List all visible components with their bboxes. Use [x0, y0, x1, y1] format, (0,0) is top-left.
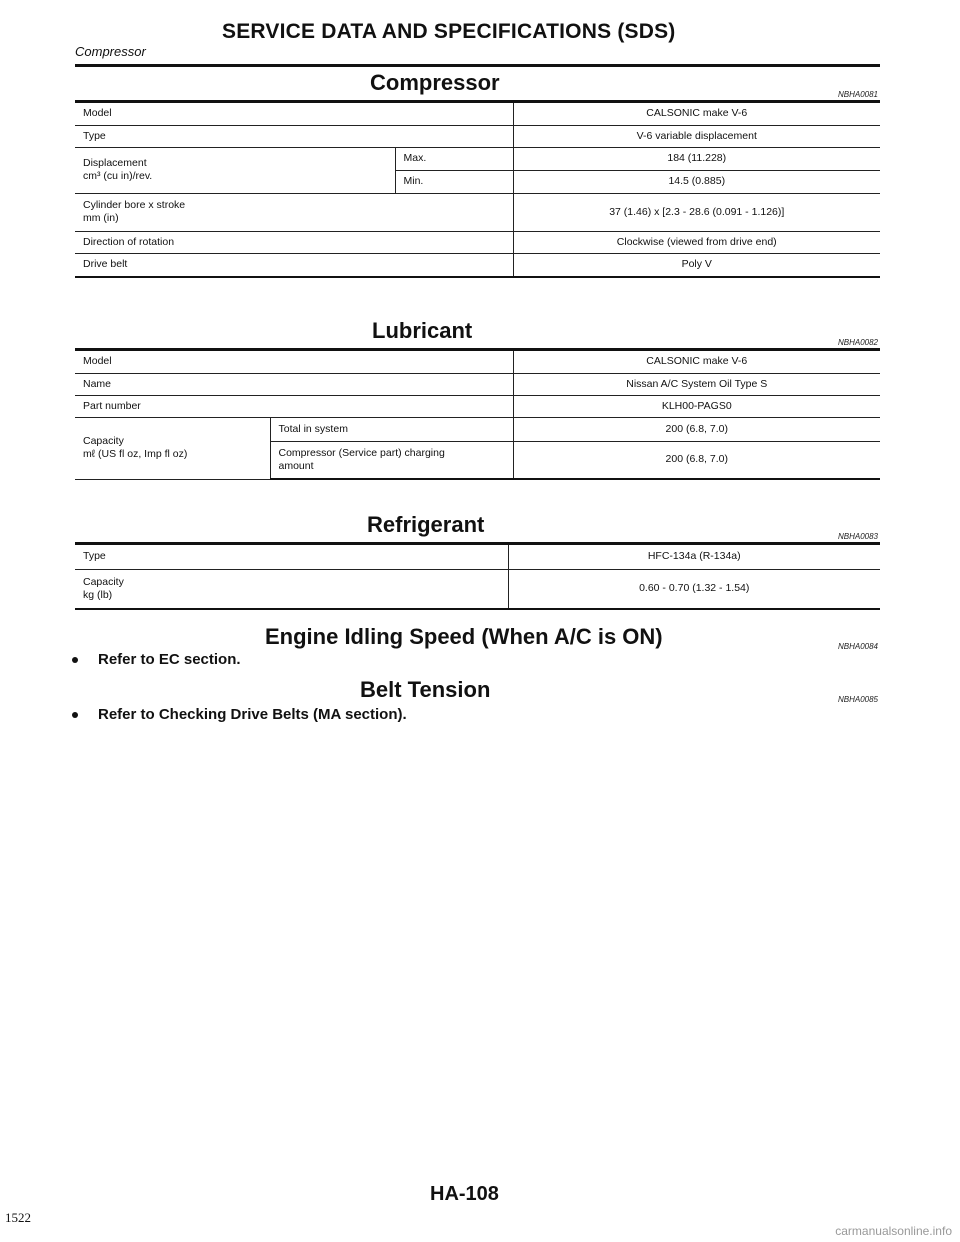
- row-value: CALSONIC make V-6: [513, 103, 880, 125]
- row-label: [75, 417, 270, 479]
- idling-bullet: [72, 651, 241, 668]
- row-label: Drive belt: [75, 253, 513, 277]
- sheet-number: 1522: [5, 1210, 31, 1225]
- row-label-line: Cylinder bore x stroke: [83, 199, 186, 211]
- row-label-line: Capacity: [83, 575, 124, 588]
- table-row: [75, 147, 880, 170]
- sub-label: Max.: [395, 147, 513, 170]
- row-label-unit: mm (in): [83, 212, 119, 224]
- row-label: Name: [75, 373, 513, 395]
- refrigerant-title: Refrigerant: [367, 512, 485, 537]
- lubricant-title: Lubricant: [372, 318, 473, 343]
- row-label: [75, 147, 395, 193]
- sub-label: Min.: [395, 170, 513, 193]
- table-row: [75, 373, 880, 395]
- row-label: Direction of rotation: [75, 231, 513, 253]
- table-row: [75, 545, 880, 569]
- page-number: HA-108: [430, 1183, 499, 1205]
- belt-tension-title: Belt Tension: [360, 677, 491, 702]
- table-row: [75, 193, 880, 231]
- table-row: [75, 351, 880, 373]
- lubricant-code: NBHA0082: [837, 338, 878, 347]
- bullet-text: Refer to EC section.: [98, 651, 241, 668]
- sub-label: [270, 441, 513, 479]
- row-label-unit: cm³ (cu in)/rev.: [83, 170, 153, 182]
- row-label: Model: [75, 351, 513, 373]
- table-row: [75, 395, 880, 417]
- row-value: 37 (1.46) x [2.3 - 28.6 (0.091 - 1.126)]: [513, 193, 880, 231]
- row-label-line: Displacement: [83, 157, 147, 169]
- row-value: 14.5 (0.885): [513, 170, 880, 193]
- refrigerant-code: NBHA0083: [837, 532, 878, 541]
- belt-tension-bullet: [72, 706, 407, 723]
- sub-label-line: amount: [278, 459, 314, 472]
- table-row: [75, 231, 880, 253]
- lubricant-table: [75, 351, 880, 480]
- watermark: carmanualsonline.info: [835, 1224, 952, 1238]
- row-value: 200 (6.8, 7.0): [513, 441, 880, 479]
- row-value: Clockwise (viewed from drive end): [513, 231, 880, 253]
- row-value: 0.60 - 0.70 (1.32 - 1.54): [508, 569, 880, 609]
- row-label: [75, 569, 508, 609]
- row-value: V-6 variable displacement: [513, 125, 880, 147]
- row-label: Type: [75, 545, 508, 569]
- row-value: 184 (11.228): [513, 147, 880, 170]
- belt-tension-code: NBHA0085: [837, 695, 878, 704]
- row-value: CALSONIC make V-6: [513, 351, 880, 373]
- compressor-code: NBHA0081: [837, 90, 878, 99]
- header-rule: [75, 64, 880, 67]
- sub-label-line: Compressor (Service part) charging: [278, 446, 445, 459]
- table-row: [75, 103, 880, 125]
- sub-label: Total in system: [270, 417, 513, 441]
- row-label: [75, 193, 513, 231]
- row-label-unit: mℓ (US fl oz, Imp fl oz): [83, 448, 188, 460]
- row-value: 200 (6.8, 7.0): [513, 417, 880, 441]
- section-header-label: Compressor: [75, 44, 146, 59]
- row-value: KLH00-PAGS0: [513, 395, 880, 417]
- idling-code: NBHA0084: [837, 642, 878, 651]
- table-row: [75, 125, 880, 147]
- page-title: SERVICE DATA AND SPECIFICATIONS (SDS): [222, 20, 676, 43]
- row-label-line: Capacity: [83, 435, 124, 447]
- row-value: HFC-134a (R-134a): [508, 545, 880, 569]
- bullet-icon: [72, 712, 78, 718]
- refrigerant-table: [75, 545, 880, 610]
- table-row: [75, 569, 880, 609]
- row-value: Nissan A/C System Oil Type S: [513, 373, 880, 395]
- table-row: [75, 417, 880, 441]
- idling-title: Engine Idling Speed (When A/C is ON): [265, 624, 663, 649]
- compressor-title: Compressor: [370, 70, 500, 95]
- row-label-unit: kg (lb): [83, 588, 113, 601]
- row-label: Part number: [75, 395, 513, 417]
- row-value: Poly V: [513, 253, 880, 277]
- table-row: [75, 253, 880, 277]
- row-label: Model: [75, 103, 513, 125]
- bullet-icon: [72, 657, 78, 663]
- row-label: Type: [75, 125, 513, 147]
- bullet-text: Refer to Checking Drive Belts (MA section).: [98, 706, 407, 723]
- compressor-table: [75, 103, 880, 278]
